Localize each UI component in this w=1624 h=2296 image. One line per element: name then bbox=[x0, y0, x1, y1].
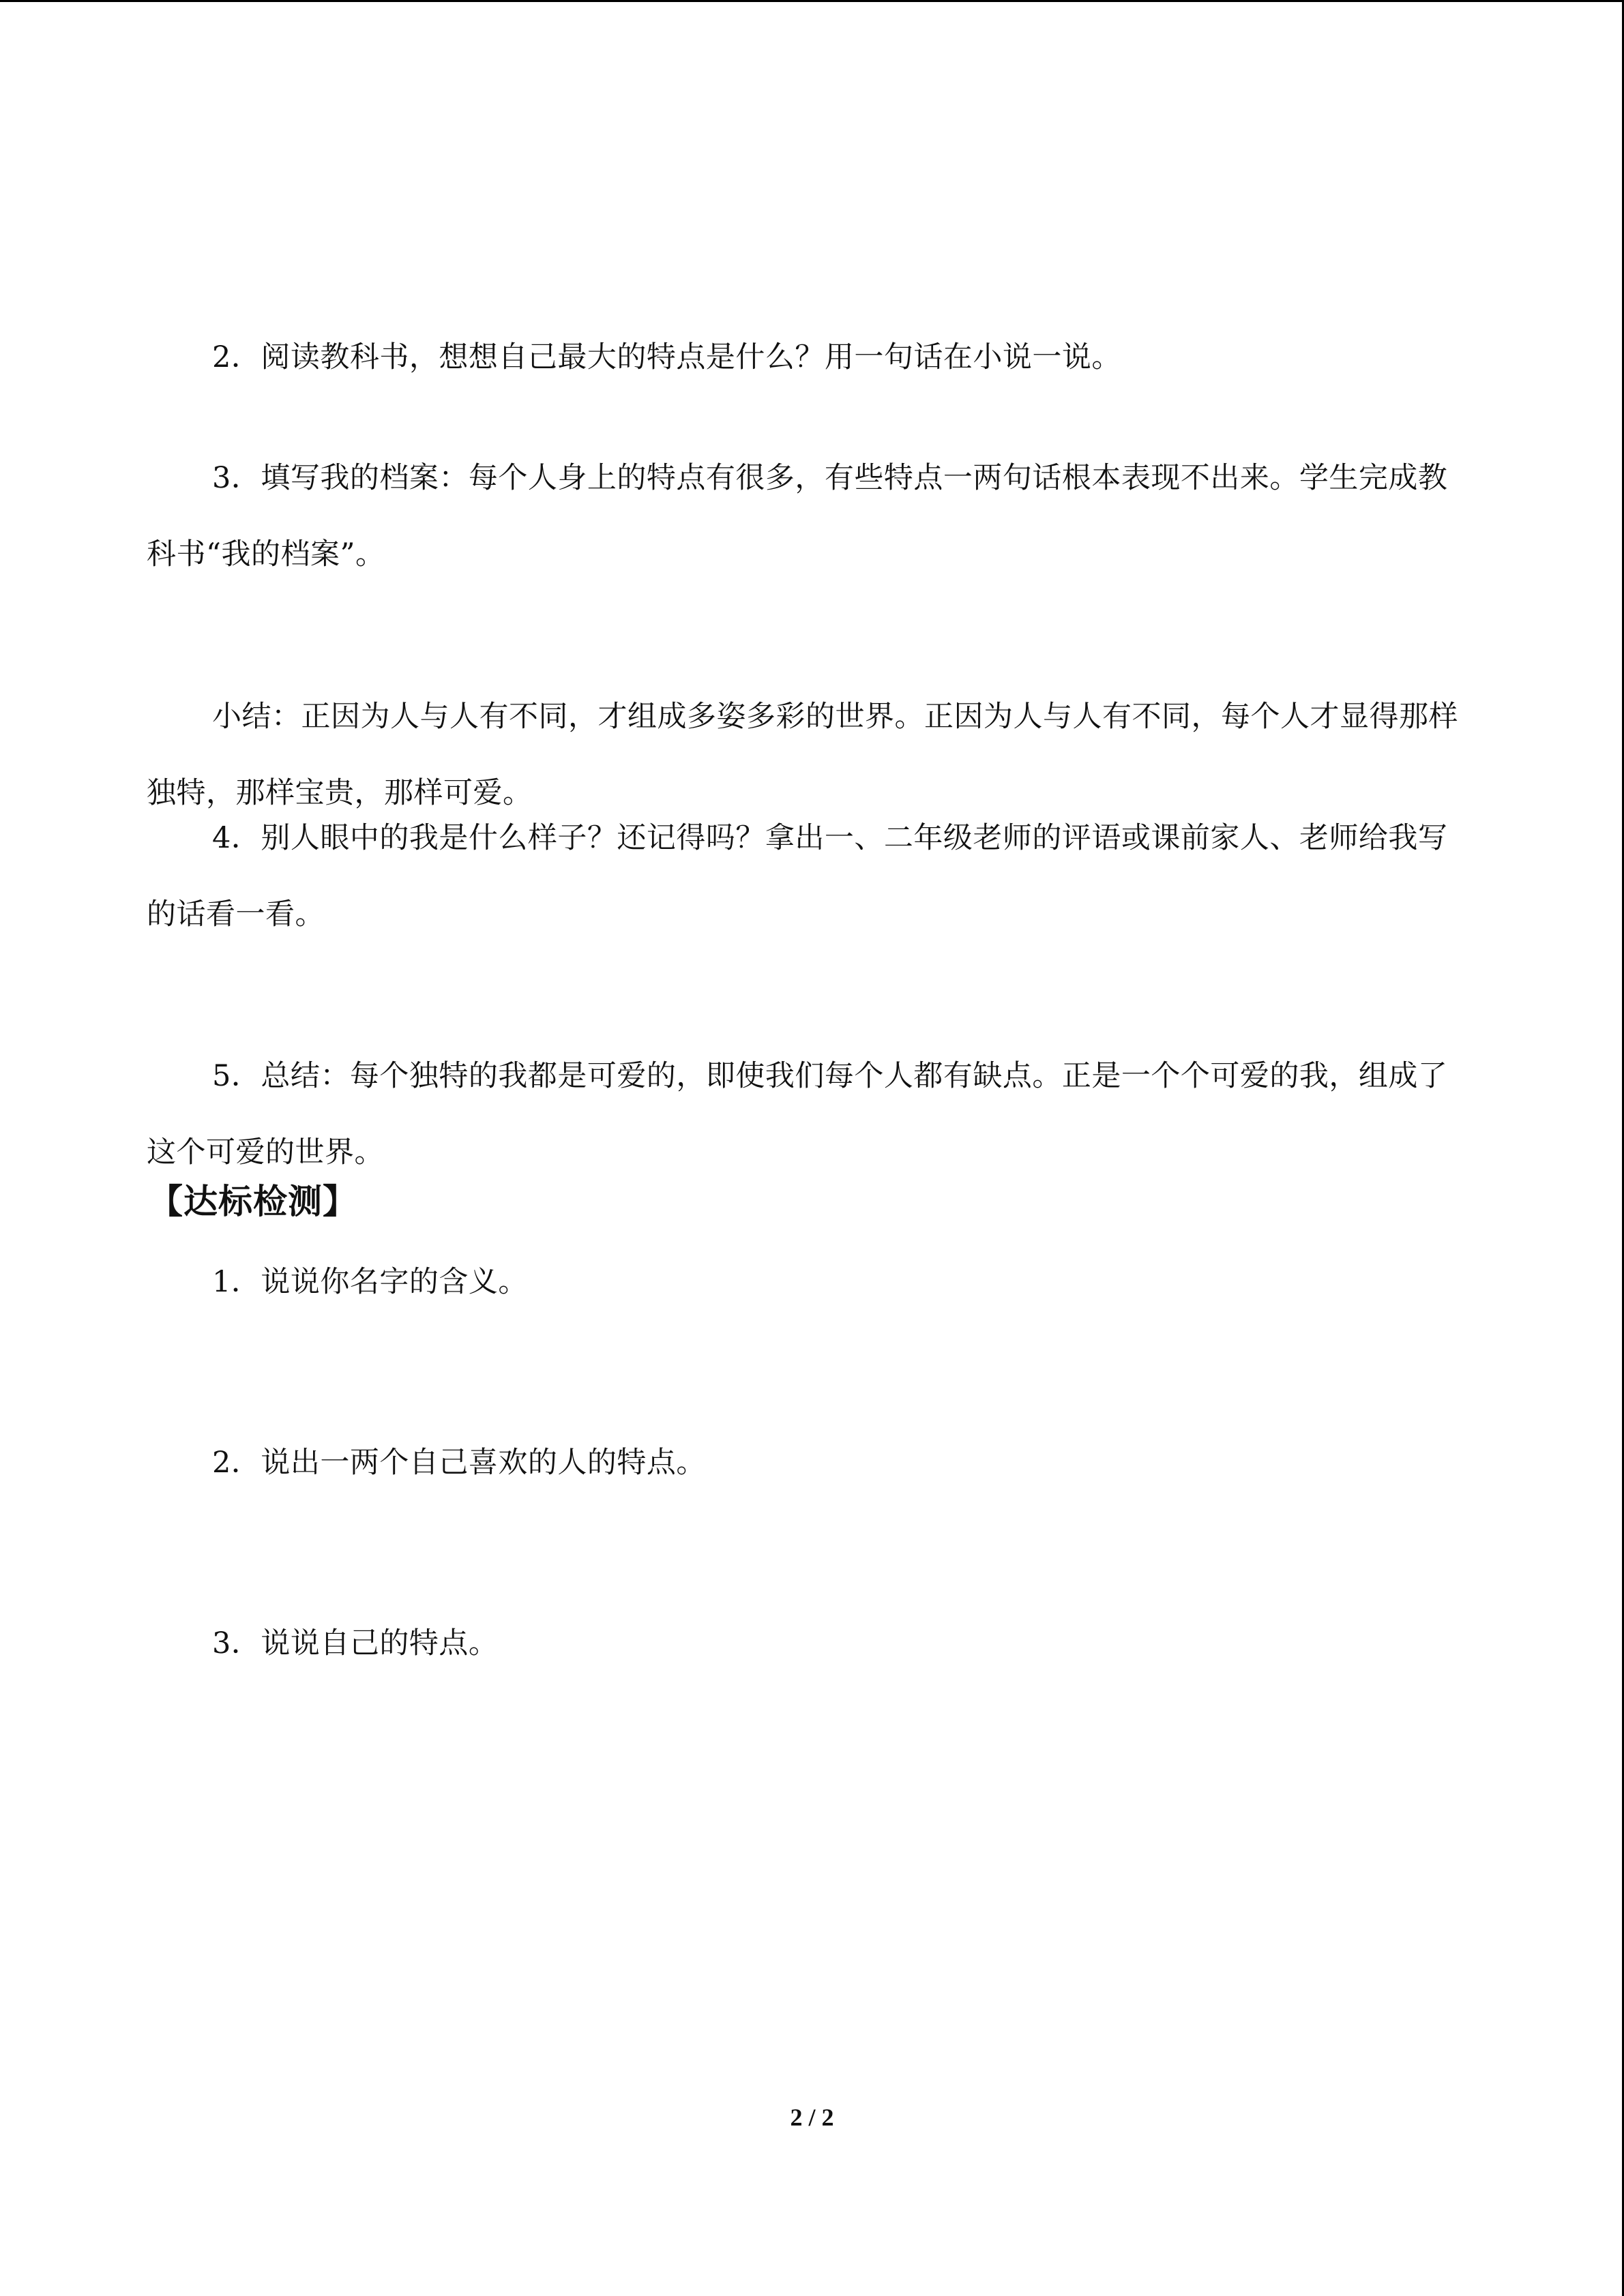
paragraph-step-4: 4．别人眼中的我是什么样子？还记得吗？拿出一、二年级老师的评语或课前家人、老师给我写的话看一看。 bbox=[147, 821, 1448, 931]
page-number: 2 / 2 bbox=[790, 2104, 834, 2131]
check-item-2: 2．说出一两个自己喜欢的人的特点。 bbox=[212, 1446, 706, 1480]
check-item-1: 1．说说你名字的含义。 bbox=[212, 1265, 528, 1299]
paragraph-summary: 小结：正因为人与人有不同，才组成多姿多彩的世界。正因为人与人有不同，每个人才显得那样独特，那样宝贵，那样可爱。 bbox=[147, 700, 1458, 810]
paragraph-step-3: 3．填写我的档案：每个人身上的特点有很多，有些特点一两句话根本表现不出来。学生完成教科书“我的档案”。 bbox=[147, 461, 1448, 571]
paragraph-step-5: 5．总结：每个独特的我都是可爱的，即使我们每个人都有缺点。正是一个个可爱的我，组成了这个可爱的世界。 bbox=[147, 1059, 1448, 1169]
section-heading: 【达标检测】 bbox=[149, 1182, 357, 1221]
check-item-3: 3．说说自己的特点。 bbox=[212, 1626, 499, 1660]
paragraph-step-2: 2．阅读教科书，想想自己最大的特点是什么？用一句话在小说一说。 bbox=[212, 340, 1121, 374]
